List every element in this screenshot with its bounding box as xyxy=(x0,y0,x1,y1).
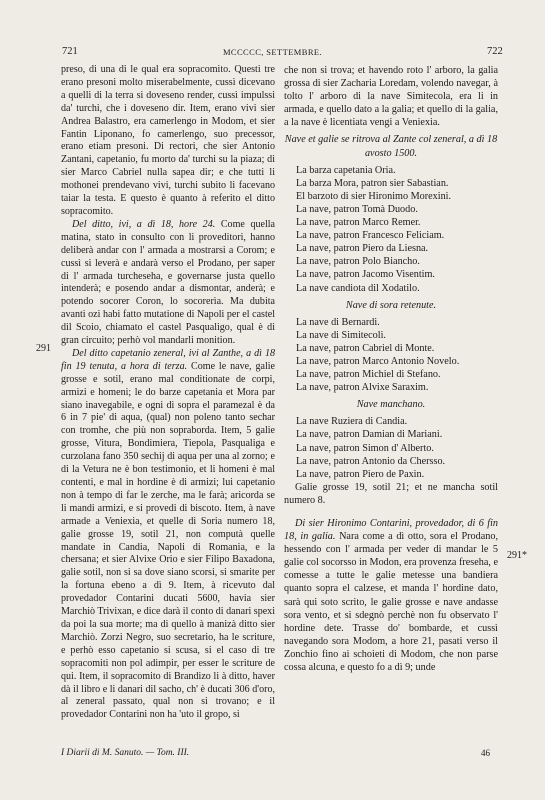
tally-line: Galie grosse 19, sotil 21; et ne mancha sotil numero 8. xyxy=(284,481,498,506)
list-item: La nave Ruziera di Candia. xyxy=(296,416,408,428)
page-number-right: 722 xyxy=(487,46,503,57)
paragraph xyxy=(61,348,275,722)
list-item: La nave di Bernardi. xyxy=(296,316,380,328)
list-item: La barza capetania Oria. xyxy=(296,164,396,176)
margin-number-right: 291* xyxy=(507,550,527,561)
spacer xyxy=(284,507,498,517)
page-header xyxy=(0,46,545,60)
list-item: La nave di Simitecoli. xyxy=(296,329,386,341)
paragraph xyxy=(284,517,498,674)
list-item: La barza Mora, patron sier Sabastian. xyxy=(296,177,449,189)
list-item: La nave, patron Jacomo Visentim. xyxy=(296,269,435,281)
list-item: La nave, patron Polo Biancho. xyxy=(296,256,420,268)
paragraph-lead: Del ditto capetanio zeneral, ivi al Zanthe, a dì 18 fin 19 tenuta, a hora di terza. xyxy=(61,347,275,372)
footer-citation: I Diarii di M. Sanuto. — Tom. III. xyxy=(61,748,190,758)
margin-number-left: 291 xyxy=(36,343,51,354)
paragraph-body: Come le nave, galie grosse e sotil, erano mal conditionate de corpi, armizi e homeni; le do barze capetania et Mora par siano inavegabile, e ogni dì sopra el paramezal è da 6 in 7 pie' di aqua, (qual) non poleno tanto sechar con tromhe, che più non sopraborda. Item, 5 galie grosse, Vitura, Bondimiera, Tiepola, Pasqualiga e curzolana fano 350 sechij di aqua per una al zorno; e di la Vetura ne è bon testimonio, et li homeni è mal contenti, e mal in hordine è di armizi; lui capetanio non à tempo di far le zerche, ma le farà; aricorda se li mandi armizi, e si provedi di biscoto. Item, à nave armade a Veniexia, et quelle di Soria numero 18, galie grosse 19, sotil 21, non computà quelle mandate in Candia, Napoli di Romania, e la chersana; et sier Alvixe Orio e sier Filipo Baxadona, galie sotil, non si sa dove siano scorsi, si smarite per la fortuna ebeno a dì 9. Item, à ricevuto dal provedador Contarini ducati 5600, havia sier Marchiò Trivixan, e dice darà il conto di danari spexi da poi la sua morte; ma di quello à manizà ditto sier Marchiò. Zorzi Negro, suo secretario, ha le scriture, e perhò esso capetanio si scusa, si el caso di tre sopracomiti non pol adimpir, per esser le scriture de qui. Item, il sopracomito di Brandizo li à ditto, haver dà il libro e li danari dil sacho, ch' è ducati 306 d'oro, al zeneral passato, qual non si trovano; e il provedador Contarini non ha 'uto il gropo, si xyxy=(61,360,275,721)
paragraph xyxy=(61,219,275,348)
list-item: La nave, patron Alvixe Saraxim. xyxy=(296,382,429,394)
list-item: La nave, patron Simon d' Alberto. xyxy=(296,442,434,454)
list-item: La nave, patron Marco Antonio Novelo. xyxy=(296,355,460,367)
paragraph: che non si trova; et havendo roto l' arboro, la galia grossa di sier Zacharia Loredam, volendo navegar, à tolto l' arboro di la nave Simitecola, era li in armada, e quello dato a la galia; et quello di la galia, a la nave è licentiata vengi a Veniexia. xyxy=(284,65,498,129)
paragraph-body: Come quella matina, stato in consulto con li proveditori, hanno deliberà andar con l' armada a mostrarsi a Corom; e cussì si leverà e andarà verso el Prodano, per saper di l' armada turcheseha, e governarse justa quello intenderà; e posendo andar a dismontar, anderà; e potendo socorer Coron, lo socorerìa. Ma dubita avanti ozi habi fatto mutatione di Napoli per el castel dil Scoio, chiamato el castel Pasqualigo, qual è di gran circuito; perhò vol mandarli monition. xyxy=(61,218,275,347)
page-footer xyxy=(61,748,501,758)
list-item: La nave, patron Michiel di Stefano. xyxy=(296,369,441,381)
paragraph: preso, di una di le qual era sopracomito. Questi tre erano presoni molto miserabelmente, cussì dicevano a quelli di la terra si doveseno render, cussì impulssi da' turchi, che i doveseno dir. Item, erano vivi sier Andrea Balastro, era camerlengo in Modom, et sier Fantin Liponano, fo camerlengo, suo precessor, erano etiam presoni. Di rectori, che sier Antonio Zantani, capetanio, fu morto da' turchi su la piaza; di sier Marco Cabriel nulla sapea dir; e che tutti li mothonei prendevano vivi, turchi subito li facevano taiar la testa. E questo è quanto à referito el ditto sopracomito. xyxy=(61,64,275,217)
list-item: La nave, patron Cabriel di Monte. xyxy=(296,342,435,354)
list-item: El barzoto di sier Hironimo Morexini. xyxy=(296,190,452,202)
list-item: La nave, patron Tomà Duodo. xyxy=(296,203,418,215)
paragraph-lead: Di sier Hironimo Contarini, provedador, di 6 fin 18, in galia. xyxy=(284,518,498,543)
section-heading: Nave di sora retenute. xyxy=(345,299,437,311)
paragraph-body: Nara come a dì otto, sora el Prodano, hessendo con l' armada per veder di mandar le 5 galie col socorsso in Modon, era provenza freseha, e comesse a tutte le galie metesse una bandiera quanto sopra el calzese, et manda l' hordine dato, sarà qui soto scrito, le galie grosse e nave andasse sora vento, et si sdegnò perchè non fu observato l' hordine dete. Trasse do' bombarde, et cussì navegando sora Modom, a hore 21, pasati verso il Zonchio fino ai schoieti di Modom, che non parse cossa alcuna, e questo fo a dì 9; unde xyxy=(284,531,499,674)
signature-number: 46 xyxy=(481,748,490,758)
list-item: La nave, patron Antonio da Chersso. xyxy=(296,455,446,467)
list-item: La nave, patron Damian di Mariani. xyxy=(296,429,443,441)
section-heading: Nave et galie se ritrova al Zante col zeneral, a dì 18 avosto 1500. xyxy=(284,134,498,159)
list-item: La nave, patron Piero da Liesna. xyxy=(296,243,429,255)
right-column xyxy=(284,64,498,674)
running-title: MCCCCC, SETTEMBRE. xyxy=(222,47,323,57)
list-item: La nave, patron Marco Remer. xyxy=(296,217,421,229)
section-heading: Nave manchano. xyxy=(356,399,426,411)
paragraph-lead: Del ditto, ivi, a dì 18, hore 24. xyxy=(72,218,216,230)
list-item: La nave, patron Francesco Feliciam. xyxy=(296,230,445,242)
list-item: La nave, patron Piero de Paxin. xyxy=(296,468,425,480)
left-column xyxy=(61,64,275,722)
list-item: La nave candiota dil Xodatilo. xyxy=(296,282,420,294)
page-number-left: 721 xyxy=(62,46,78,57)
